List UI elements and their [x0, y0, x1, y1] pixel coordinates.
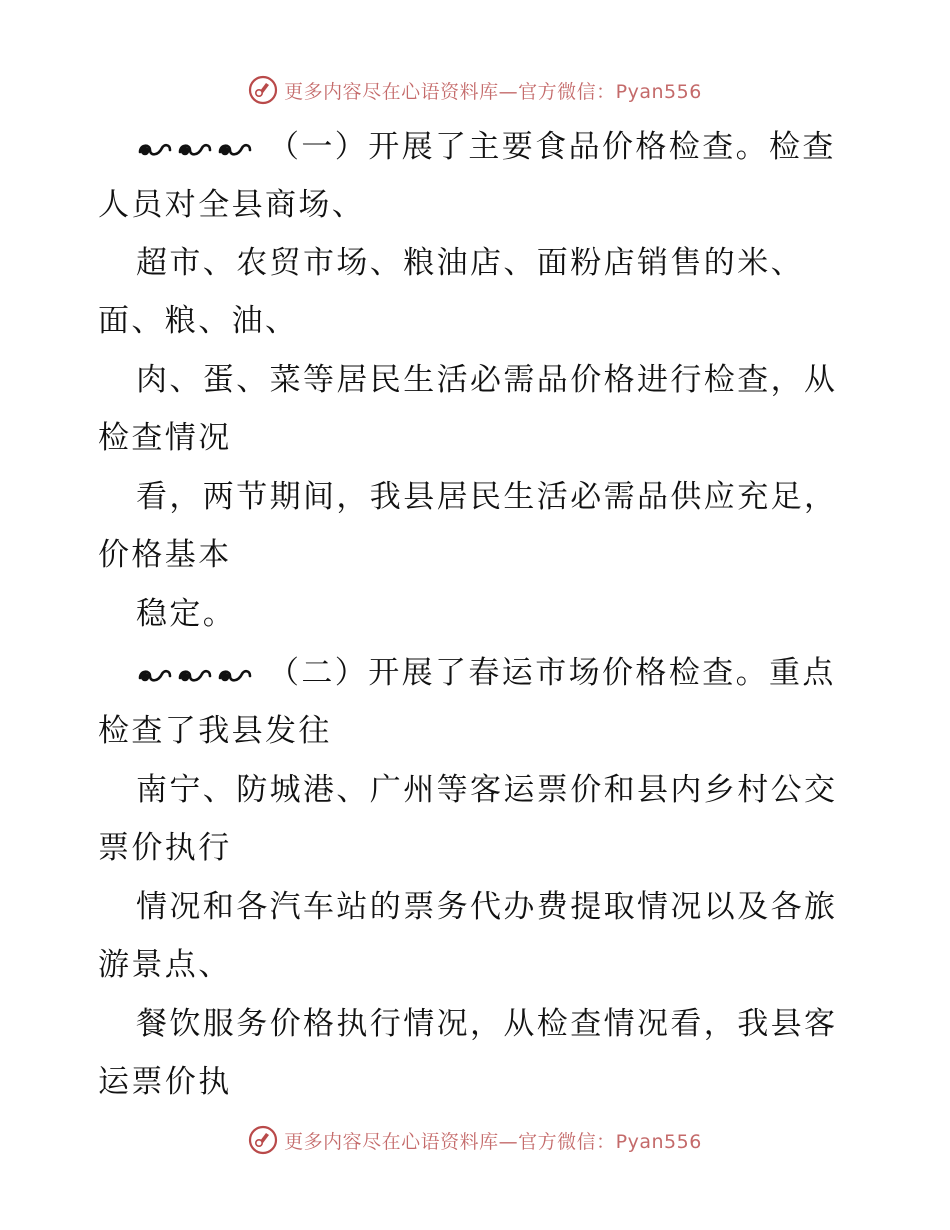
- footer-watermark: [0, 1122, 950, 1158]
- paragraph-line: [136, 472, 837, 522]
- line-text: （二）开展了春运市场价格检查。重点: [268, 655, 836, 691]
- line-text: 价格基本: [98, 537, 232, 573]
- line-text: 检查情况: [98, 420, 232, 456]
- paragraph-line: [136, 999, 837, 1049]
- paragraph-line: [98, 413, 232, 463]
- paragraph-line: [136, 122, 836, 172]
- ornament-icon: [136, 664, 254, 686]
- line-text: 面、粮、油、: [98, 303, 299, 339]
- paragraph-line: [136, 648, 836, 698]
- seal-logo-icon: [248, 1125, 278, 1155]
- line-text: 餐饮服务价格执行情况，从检查情况看，我县客: [136, 1006, 838, 1042]
- paragraph-line: [98, 296, 298, 346]
- line-text: 情况和各汽车站的票务代办费提取情况以及各旅: [136, 889, 838, 925]
- paragraph-line: [98, 1057, 232, 1107]
- line-text: 稳定。: [136, 596, 237, 632]
- paragraph-line: [98, 940, 232, 990]
- line-text: 超市、农贸市场、粮油店、面粉店销售的米、: [136, 245, 804, 281]
- line-text: 人员对全县商场、: [98, 187, 366, 223]
- header-watermark: [0, 72, 950, 108]
- line-text: 游景点、: [98, 947, 232, 983]
- ornament-icon: [136, 138, 254, 160]
- line-text: 检查了我县发往: [98, 713, 332, 749]
- line-text: 南宁、防城港、广州等客运票价和县内乡村公交: [136, 772, 838, 808]
- line-text: 运票价执: [98, 1064, 232, 1100]
- paragraph-line: [136, 765, 837, 815]
- seal-logo-icon: [248, 75, 278, 105]
- line-text: （一）开展了主要食品价格检查。检查: [268, 129, 836, 165]
- watermark-text: 更多内容尽在心语资料库—官方微信：Pyan556: [284, 1130, 702, 1153]
- paragraph-line: [98, 180, 365, 230]
- paragraph-line: [98, 706, 332, 756]
- paragraph-line: [136, 238, 804, 288]
- line-text: 票价执行: [98, 830, 232, 866]
- line-text: 肉、蛋、菜等居民生活必需品价格进行检查，从: [136, 362, 838, 398]
- paragraph-line: [136, 882, 837, 932]
- paragraph-line: [136, 589, 236, 639]
- line-text: 看，两节期间，我县居民生活必需品供应充足，: [136, 479, 838, 515]
- paragraph-line: [98, 530, 232, 580]
- watermark-text: 更多内容尽在心语资料库—官方微信：Pyan556: [284, 80, 702, 103]
- paragraph-line: [136, 355, 837, 405]
- paragraph-line: [98, 823, 232, 873]
